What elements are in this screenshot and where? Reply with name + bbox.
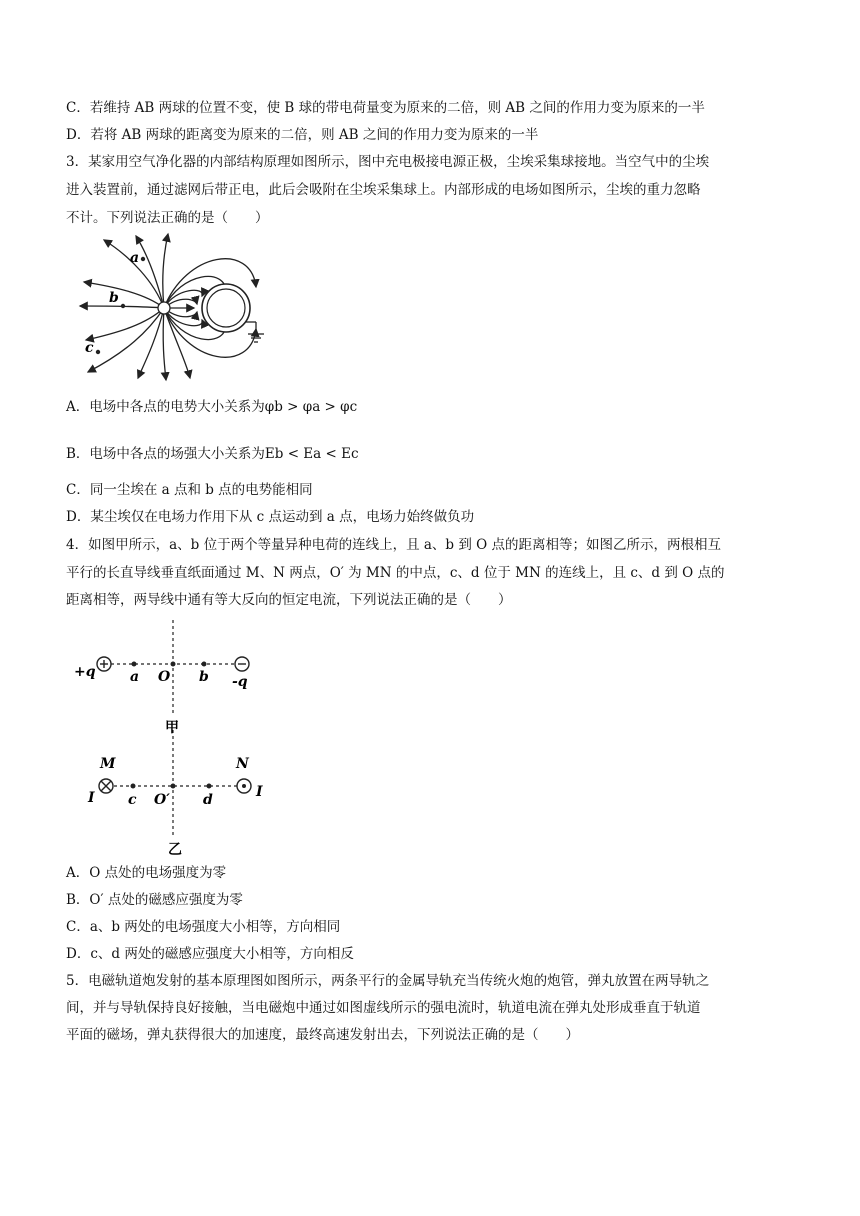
plus-q-label: +q [74,664,96,680]
q4-stem-line-1: 4．如图甲所示，a、b 位于两个等量异种电荷的连线上，且 a、b 到 O 点的距离相等；如图乙所示，两根相互 [66,537,721,553]
air-purifier-field-figure [76,232,276,382]
point-o-prime-label: O′ [154,792,170,808]
q4-option-d: D．c、d 两处的磁感应强度大小相等，方向相反 [66,946,354,962]
q4-option-b: B．O′ 点处的磁感应强度为零 [66,892,243,908]
point-o-label: O [158,669,171,685]
point-b-label: b [109,290,119,306]
q3-option-c: C．同一尘埃在 a 点和 b 点的电势能相同 [66,482,313,498]
point-c-label: c [85,340,94,356]
point-n-label: N [236,756,249,772]
minus-q-label: -q [232,674,248,690]
q4-stem-line-2: 平行的长直导线垂直纸面通过 M、N 两点，O′ 为 MN 的中点，c、d 位于 MN 的连线上，且 c、d 到 O 点的 [66,565,725,581]
q3-stem-line-3: 不计。下列说法正确的是（ ） [66,210,269,226]
q3-stem-line-2: 进入装置前，通过滤网后带正电，此后会吸附在尘埃采集球上。内部形成的电场如图所示，尘埃的重力忽略 [66,182,701,198]
q3-option-a: A．电场中各点的电势大小关系为φb > φa > φc [66,399,358,415]
point-m-label: M [100,756,116,772]
q3-stem-line-1: 3．某家用空气净化器的内部结构原理如图所示，图中充电极接电源正极，尘埃采集球接地。当空气中的尘埃 [66,154,710,170]
charges-and-currents-figure [66,618,276,858]
q4-option-a: A．O 点处的电场强度为零 [66,865,227,881]
figure-jia-label: 甲 [165,720,179,736]
point-c-label: c [128,792,137,808]
point-a-label: a [130,250,140,266]
point-d-label: d [203,792,213,808]
q2-option-c: C．若维持 AB 两球的位置不变，使 B 球的带电荷量变为原来的二倍，则 AB 之间的作用力变为原来的一半 [66,100,705,116]
q2-option-d: D．若将 AB 两球的距离变为原来的二倍，则 AB 之间的作用力变为原来的一半 [66,127,539,143]
q5-stem-line-1: 5．电磁轨道炮发射的基本原理图如图所示，两条平行的金属导轨充当传统火炮的炮管，弹丸放置在两导轨之 [66,973,710,989]
current-i-right-label: I [256,784,263,800]
point-a-label: a [130,669,140,685]
q4-option-c: C．a、b 两处的电场强度大小相等，方向相同 [66,919,341,935]
point-b-label: b [199,669,209,685]
q5-stem-line-2: 间，并与导轨保持良好接触，当电磁炮中通过如图虚线所示的强电流时，轨道电流在弹丸处形成垂直于轨道 [66,1000,701,1016]
q3-option-b: B．电场中各点的场强大小关系为Eb < Ea < Ec [66,446,359,462]
q3-option-d: D．某尘埃仅在电场力作用下从 c 点运动到 a 点，电场力始终做负功 [66,509,475,525]
q4-stem-line-3: 距离相等，两导线中通有等大反向的恒定电流，下列说法正确的是（ ） [66,592,512,608]
q5-stem-line-3: 平面的磁场，弹丸获得很大的加速度，最终高速发射出去，下列说法正确的是（ ） [66,1027,579,1043]
figure-yi-label: 乙 [168,842,182,858]
current-i-left-label: I [88,790,95,806]
